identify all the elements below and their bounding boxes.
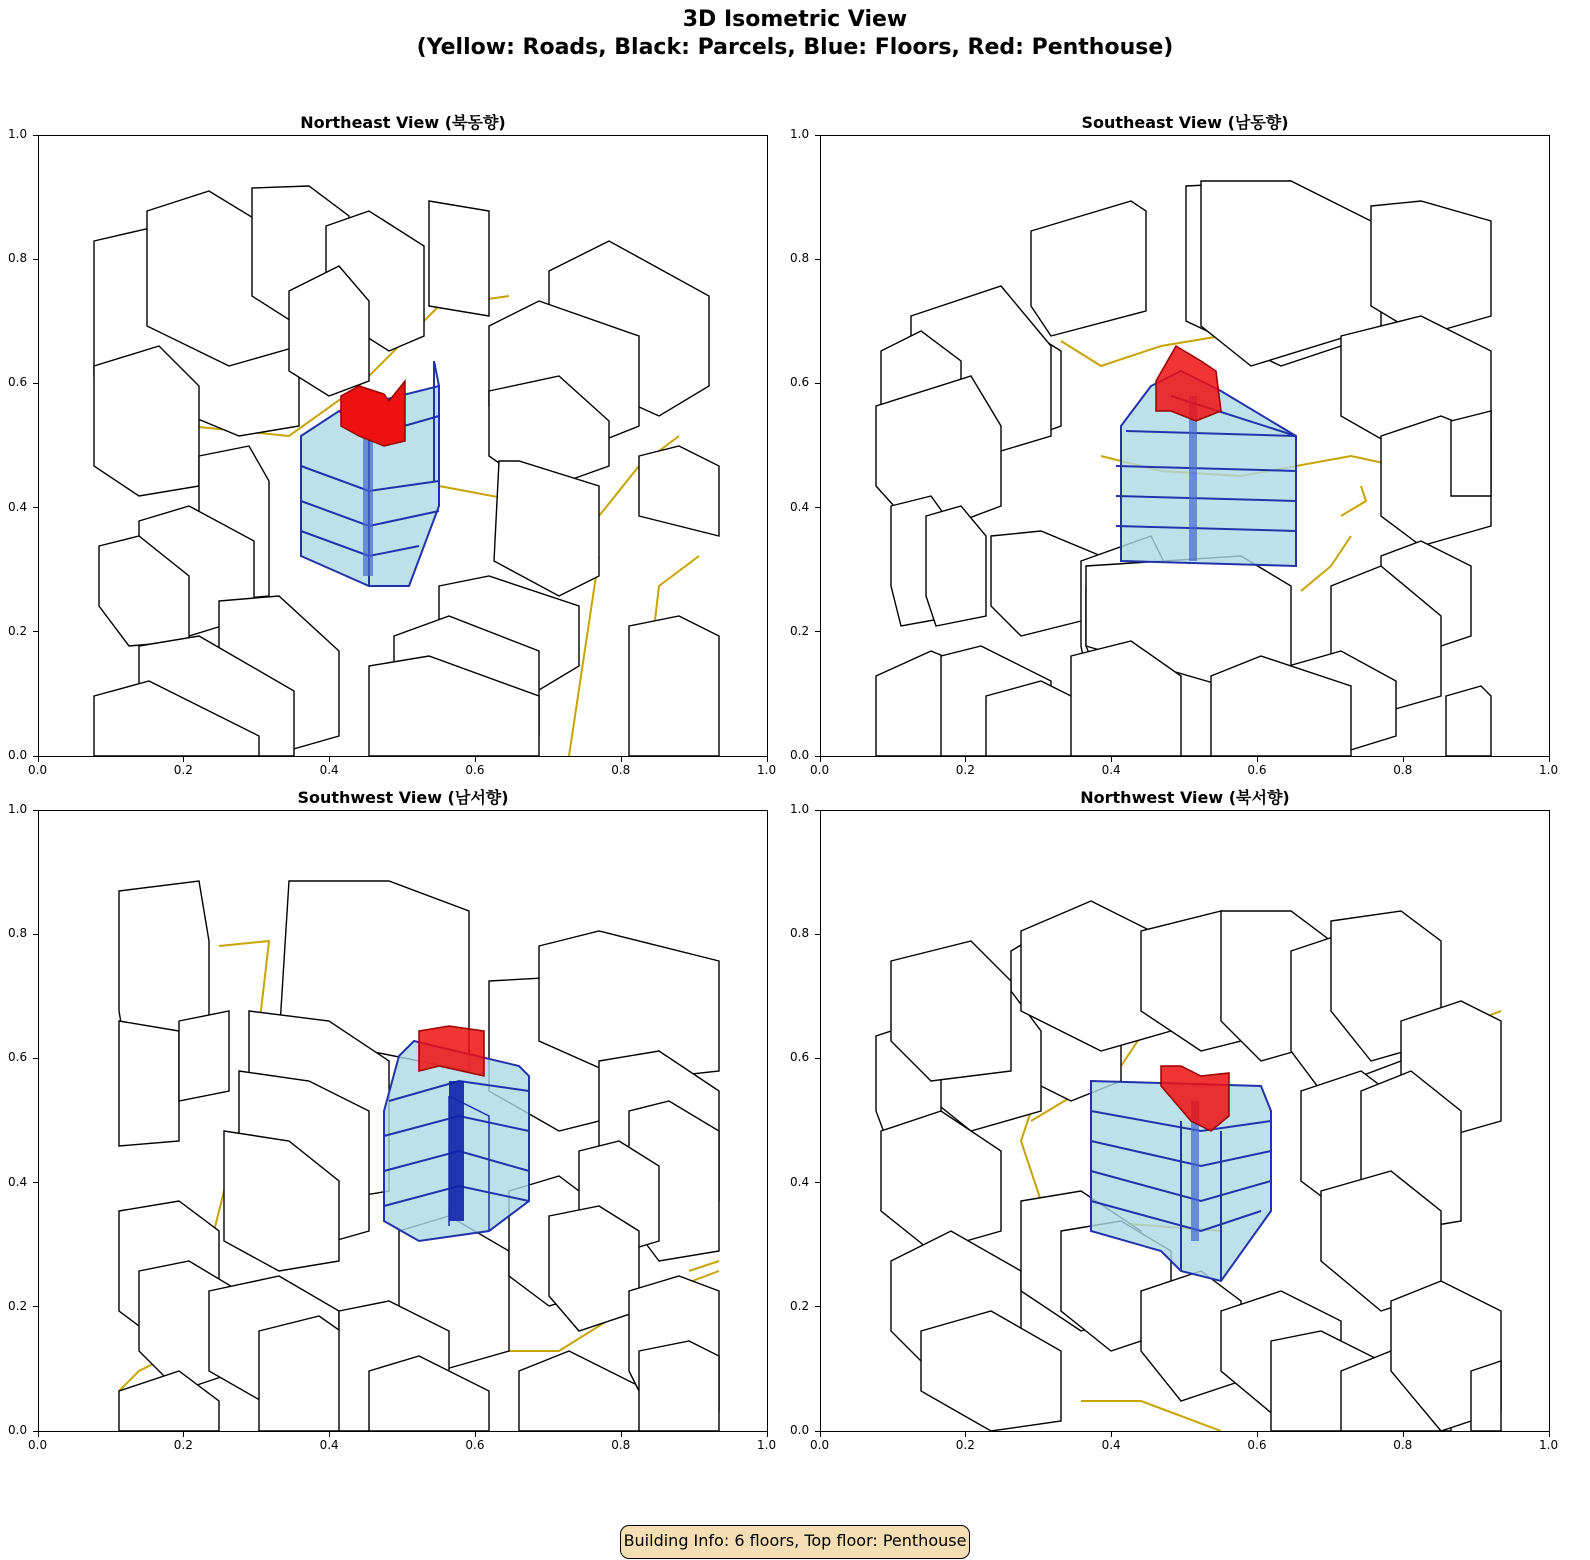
y-tick-label: 1.0 bbox=[8, 127, 28, 141]
x-tick-mark bbox=[621, 757, 622, 762]
axes-southwest bbox=[38, 810, 768, 1432]
y-tick-label: 0.0 bbox=[8, 748, 28, 762]
x-tick-label: 0.4 bbox=[1101, 763, 1121, 777]
y-tick-label: 0.0 bbox=[790, 748, 810, 762]
x-tick-mark bbox=[767, 757, 768, 762]
x-tick-label: 0.2 bbox=[173, 1438, 193, 1452]
x-tick-label: 0.0 bbox=[810, 1438, 830, 1452]
x-tick-label: 0.6 bbox=[465, 1438, 485, 1452]
x-tick-label: 0.4 bbox=[1101, 1438, 1121, 1452]
y-tick-label: 0.6 bbox=[790, 375, 810, 390]
panel-title-southwest: Southwest View (남서향) bbox=[297, 788, 509, 807]
panel-title-northeast: Northeast View (북동향) bbox=[300, 113, 506, 132]
x-tick-mark bbox=[965, 1432, 966, 1437]
scene-northeast bbox=[39, 136, 767, 756]
x-tick-mark bbox=[1111, 757, 1112, 762]
y-tick-label: 0.6 bbox=[8, 1050, 28, 1065]
x-tick-label: 0.6 bbox=[465, 763, 485, 777]
x-tick-mark bbox=[183, 757, 184, 762]
x-tick-mark bbox=[38, 1432, 39, 1437]
panel-title-southeast: Southeast View (남동향) bbox=[1081, 113, 1289, 132]
x-tick-mark bbox=[1257, 1432, 1258, 1437]
x-tick-label: 0.8 bbox=[1393, 1438, 1413, 1452]
y-tick-mark bbox=[815, 383, 820, 384]
y-tick-label: 1.0 bbox=[790, 127, 810, 141]
figure-title-line1: 3D Isometric View bbox=[682, 7, 908, 32]
building-info-box bbox=[620, 1525, 970, 1559]
axes-southeast bbox=[820, 135, 1550, 757]
x-tick-mark bbox=[1549, 1432, 1550, 1437]
y-tick-mark bbox=[815, 631, 820, 632]
y-tick-label: 0.8 bbox=[790, 251, 810, 266]
axes-northeast bbox=[38, 135, 768, 757]
y-tick-label: 1.0 bbox=[790, 802, 810, 816]
x-tick-mark bbox=[767, 1432, 768, 1437]
x-tick-label: 0.8 bbox=[1393, 763, 1413, 777]
target-building-southeast bbox=[1116, 346, 1296, 566]
x-tick-mark bbox=[820, 757, 821, 762]
y-tick-label: 0.2 bbox=[8, 623, 28, 638]
x-tick-label: 0.8 bbox=[611, 1438, 631, 1452]
x-tick-label: 1.0 bbox=[757, 763, 777, 777]
y-tick-mark bbox=[815, 934, 820, 935]
y-tick-mark bbox=[815, 1431, 820, 1432]
x-tick-label: 0.2 bbox=[955, 1438, 975, 1452]
y-tick-mark bbox=[33, 1182, 38, 1183]
building-info-text: Building Info: 6 floors, Top floor: Penthouse bbox=[623, 1531, 967, 1550]
x-tick-mark bbox=[1403, 1432, 1404, 1437]
y-tick-label: 0.2 bbox=[790, 1298, 810, 1313]
y-tick-label: 0.0 bbox=[790, 1423, 810, 1437]
x-tick-label: 0.2 bbox=[955, 763, 975, 777]
figure-title-line2: (Yellow: Roads, Black: Parcels, Blue: Floors, Red: Penthouse) bbox=[416, 35, 1174, 60]
x-tick-mark bbox=[183, 1432, 184, 1437]
y-tick-mark bbox=[33, 383, 38, 384]
y-tick-label: 0.8 bbox=[8, 251, 28, 266]
scene-southwest bbox=[39, 811, 767, 1431]
y-tick-mark bbox=[33, 631, 38, 632]
x-tick-label: 1.0 bbox=[757, 1438, 777, 1452]
y-tick-label: 0.6 bbox=[8, 375, 28, 390]
x-tick-label: 0.0 bbox=[28, 1438, 48, 1452]
y-tick-mark bbox=[33, 135, 38, 136]
y-tick-mark bbox=[33, 1058, 38, 1059]
y-tick-mark bbox=[33, 756, 38, 757]
x-tick-mark bbox=[38, 757, 39, 762]
x-tick-label: 0.2 bbox=[173, 763, 193, 777]
y-tick-mark bbox=[815, 1182, 820, 1183]
y-tick-label: 1.0 bbox=[8, 802, 28, 816]
panel-title-northwest: Northwest View (북서향) bbox=[1080, 788, 1290, 807]
x-tick-mark bbox=[965, 757, 966, 762]
y-tick-label: 0.8 bbox=[8, 926, 28, 941]
x-tick-mark bbox=[329, 757, 330, 762]
y-tick-mark bbox=[815, 507, 820, 508]
y-tick-label: 0.2 bbox=[8, 1298, 28, 1313]
y-tick-label: 0.4 bbox=[8, 499, 28, 514]
y-tick-mark bbox=[33, 507, 38, 508]
scene-southeast bbox=[821, 136, 1549, 756]
x-tick-mark bbox=[1549, 757, 1550, 762]
x-tick-label: 0.6 bbox=[1247, 1438, 1267, 1452]
y-tick-label: 0.4 bbox=[790, 1174, 810, 1189]
y-tick-mark bbox=[33, 1431, 38, 1432]
axes-northwest bbox=[820, 810, 1550, 1432]
y-tick-mark bbox=[33, 259, 38, 260]
y-tick-mark bbox=[33, 934, 38, 935]
x-tick-label: 0.0 bbox=[28, 763, 48, 777]
x-tick-mark bbox=[1403, 757, 1404, 762]
y-tick-mark bbox=[815, 756, 820, 757]
x-tick-label: 0.8 bbox=[611, 763, 631, 777]
x-tick-mark bbox=[475, 1432, 476, 1437]
x-tick-label: 1.0 bbox=[1539, 763, 1559, 777]
x-tick-mark bbox=[329, 1432, 330, 1437]
y-tick-label: 0.6 bbox=[790, 1050, 810, 1065]
target-building-northeast bbox=[301, 361, 439, 586]
x-tick-mark bbox=[621, 1432, 622, 1437]
x-tick-label: 0.6 bbox=[1247, 763, 1267, 777]
y-tick-label: 0.8 bbox=[790, 926, 810, 941]
x-tick-mark bbox=[1111, 1432, 1112, 1437]
y-tick-label: 0.0 bbox=[8, 1423, 28, 1437]
y-tick-label: 0.2 bbox=[790, 623, 810, 638]
y-tick-label: 0.4 bbox=[8, 1174, 28, 1189]
x-tick-mark bbox=[1257, 757, 1258, 762]
y-tick-mark bbox=[33, 1306, 38, 1307]
figure-title bbox=[0, 6, 1590, 62]
y-tick-mark bbox=[33, 810, 38, 811]
x-tick-label: 0.0 bbox=[810, 763, 830, 777]
y-tick-mark bbox=[815, 259, 820, 260]
y-tick-label: 0.4 bbox=[790, 499, 810, 514]
y-tick-mark bbox=[815, 1306, 820, 1307]
x-tick-mark bbox=[475, 757, 476, 762]
y-tick-mark bbox=[815, 810, 820, 811]
x-tick-label: 1.0 bbox=[1539, 1438, 1559, 1452]
x-tick-label: 0.4 bbox=[319, 1438, 339, 1452]
scene-northwest bbox=[821, 811, 1549, 1431]
x-tick-mark bbox=[820, 1432, 821, 1437]
x-tick-label: 0.4 bbox=[319, 763, 339, 777]
y-tick-mark bbox=[815, 1058, 820, 1059]
y-tick-mark bbox=[815, 135, 820, 136]
